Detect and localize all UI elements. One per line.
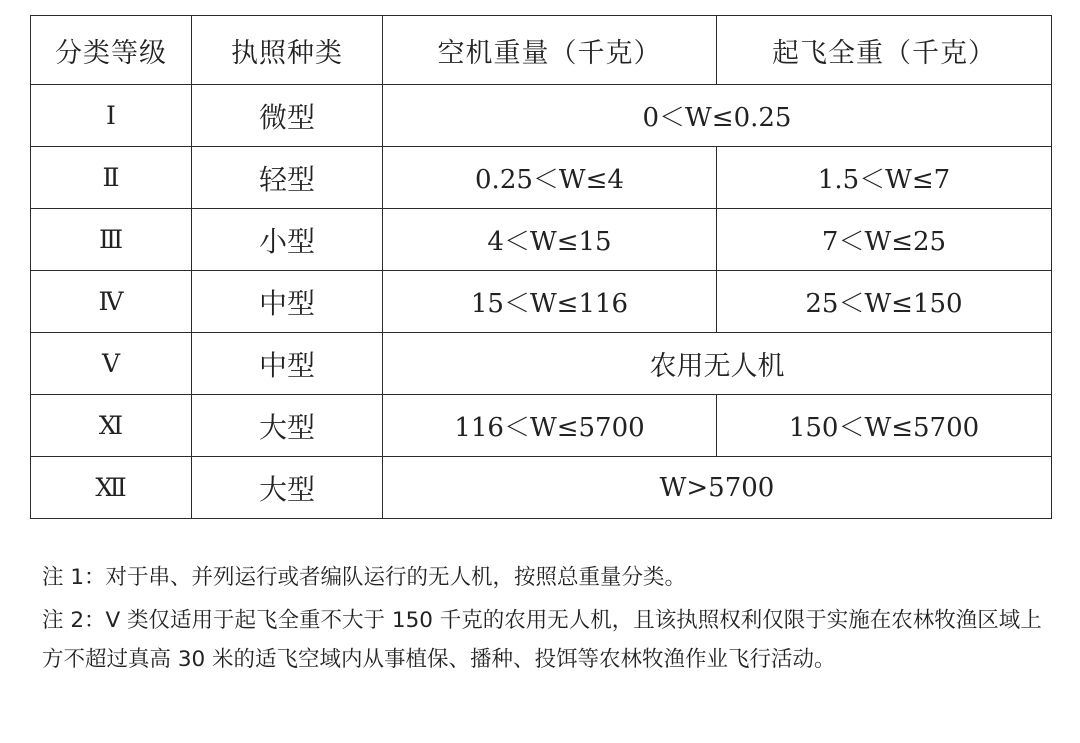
empty-weight-cell: 4＜W≤15	[383, 209, 717, 271]
license-cell: 轻型	[192, 147, 383, 209]
takeoff-weight-cell: 1.5＜W≤7	[717, 147, 1052, 209]
empty-weight-cell: 0.25＜W≤4	[383, 147, 717, 209]
license-cell: 中型	[192, 271, 383, 333]
table-row	[31, 147, 1052, 209]
table-notes	[42, 558, 1042, 679]
note-2: 注 2：V 类仅适用于起飞全重不大于 150 千克的农用无人机，且该执照权利仅限于实施在农林牧渔区域上方不超过真高 30 米的适飞空域内从事植保、播种、投饵等农林牧渔作业飞行活动。	[42, 608, 1042, 672]
weight-range-merged-cell: W>5700	[383, 457, 1052, 519]
header-classification-level: 分类等级	[31, 16, 192, 85]
license-cell: 小型	[192, 209, 383, 271]
table-row	[31, 209, 1052, 271]
level-cell: Ⅰ	[31, 85, 192, 147]
uav-classification-table	[30, 15, 1052, 519]
takeoff-weight-cell: 25＜W≤150	[717, 271, 1052, 333]
takeoff-weight-cell: 7＜W≤25	[717, 209, 1052, 271]
level-cell: Ⅴ	[31, 333, 192, 395]
license-cell: 大型	[192, 395, 383, 457]
license-cell: 微型	[192, 85, 383, 147]
table-row	[31, 457, 1052, 519]
empty-weight-cell: 15＜W≤116	[383, 271, 717, 333]
empty-weight-cell: 116＜W≤5700	[383, 395, 717, 457]
table-row	[31, 395, 1052, 457]
level-cell: Ⅱ	[31, 147, 192, 209]
table-header-row	[31, 16, 1052, 85]
table-row	[31, 85, 1052, 147]
weight-range-merged-cell: 0＜W≤0.25	[383, 85, 1052, 147]
table-row	[31, 271, 1052, 333]
agricultural-uav-merged-cell: 农用无人机	[383, 333, 1052, 395]
level-cell: Ⅲ	[31, 209, 192, 271]
header-takeoff-weight: 起飞全重（千克）	[717, 16, 1052, 85]
license-cell: 中型	[192, 333, 383, 395]
level-cell: Ⅳ	[31, 271, 192, 333]
note-1: 注 1：对于串、并列运行或者编队运行的无人机，按照总重量分类。	[42, 565, 687, 590]
level-cell: Ⅺ	[31, 395, 192, 457]
level-cell: Ⅻ	[31, 457, 192, 519]
header-license-type: 执照种类	[192, 16, 383, 85]
table-row	[31, 333, 1052, 395]
header-empty-weight: 空机重量（千克）	[383, 16, 717, 85]
license-cell: 大型	[192, 457, 383, 519]
takeoff-weight-cell: 150＜W≤5700	[717, 395, 1052, 457]
